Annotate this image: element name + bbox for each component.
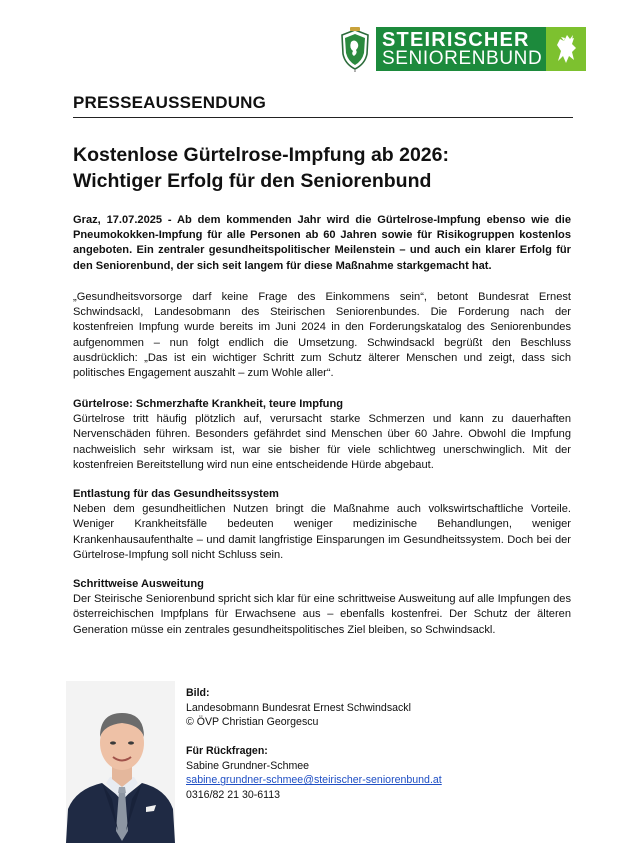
panther-badge: [546, 27, 586, 71]
image-info-label: Bild:: [186, 687, 210, 699]
section-text: Der Steirische Seniorenbund spricht sich klar für eine schrittweise Ausweitung auf alle Impfungen des österreichischen Impfplans für Erwachsene aus – ebenfalls kostenfrei. Der Schutz der älteren Generation müsse ein zentrales gesundheitspolitisches Ziel bleiben, so Schwindsackl.: [73, 593, 571, 636]
logo-wordmark: [376, 27, 586, 71]
headline-line1: Kostenlose Gürtelrose-Impfung ab 2026:: [73, 144, 449, 166]
lead-paragraph: Graz, 17.07.2025 - Ab dem kommenden Jahr wird die Gürtelrose-Impfung ebenso wie die Pneumokokken-Impfung für alle Personen ab 60 Jahren sowie für Risikogruppen kostenlos angeboten. Ein zentraler gesundheitspolitischer Meilenstein – und auch ein klarer Erfolg für den Seniorenbund, der sich seit langem für diese Maßnahme starkgemacht hat.: [73, 214, 571, 272]
contact-info: [186, 744, 442, 802]
portrait-illustration: [66, 681, 175, 843]
section-title: Gürtelrose: Schmerzhafte Krankheit, teure Impfung: [73, 398, 343, 410]
portrait-photo: [66, 681, 175, 843]
press-headline: [73, 142, 573, 194]
section-text: Neben dem gesundheitlichen Nutzen bringt die Maßnahme auch volkswirtschaftliche Vorteile. Weniger Krankheitsfälle bedeuten weniger medizinische Behandlungen, weniger Krankenhausaufenthalte – und damit langfristige Einsparungen im Gesundheitssystem. Doch bei der Gürtelrose-Impfung soll nicht Schluss sein.: [73, 503, 571, 561]
section-shingles: [73, 397, 571, 473]
quote-paragraph: „Gesundheitsvorsorge darf keine Frage des Einkommens sein“, betont Bundesrat Ernest Schwindsackl, Landesobmann des Steirischen Seniorenbundes. Die Forderung nach der kostenfreien Impfung wurde bereits im Juni 2024 in den Forderungskatalog des Seniorenbundes aufgenommen – nun folgt endlich die Umsetzung. Schwindsackl begrüßt den Beschluss ausdrücklich: „Das ist ein wichtiger Schritt zum Schutz älterer Menschen und zeigt, dass sich politisches Engagement auszahlt – zum Wohle aller“.: [73, 291, 571, 380]
heading-divider: [73, 117, 573, 118]
section-health-system: [73, 487, 571, 563]
logo-line2: SENIORENBUND: [382, 48, 543, 69]
contact-email-link[interactable]: sabine.grundner-schmee@steirischer-seniorenbund.at: [186, 774, 442, 787]
document-type-heading: PRESSEAUSSENDUNG: [73, 93, 267, 112]
image-credit: © ÖVP Christian Georgescu: [186, 716, 319, 729]
crest-icon: [337, 26, 373, 72]
section-title: Schrittweise Ausweitung: [73, 578, 204, 590]
contact-phone: 0316/82 21 30-6113: [186, 788, 281, 801]
logo-line1: STEIRISCHER: [382, 29, 530, 51]
steirischer-seniorenbund-logo: [337, 25, 587, 73]
styrian-panther-icon: [546, 27, 586, 71]
section-title: Entlastung für das Gesundheitssystem: [73, 488, 279, 500]
image-info: [186, 686, 411, 730]
image-caption: Landesobmann Bundesrat Ernest Schwindsackl: [186, 701, 411, 714]
section-text: Gürtelrose tritt häufig plötzlich auf, verursacht starke Schmerzen und kann zu dauerhaften Nervenschäden führen. Besonders gefährdet sind Menschen über 60 Jahre. Obwohl die Impfung nachweislich sehr wirksam ist, war sie bisher für viele schlichtweg unerschwinglich. Mit der kostenfreien Bereitstellung wird nun eine entscheidende Hürde abgebaut.: [73, 413, 571, 471]
headline-line2: Wichtiger Erfolg für den Seniorenbund: [73, 170, 432, 192]
contact-name: Sabine Grundner-Schmee: [186, 759, 310, 772]
contact-label: Für Rückfragen:: [186, 745, 268, 757]
section-expansion: [73, 577, 571, 638]
